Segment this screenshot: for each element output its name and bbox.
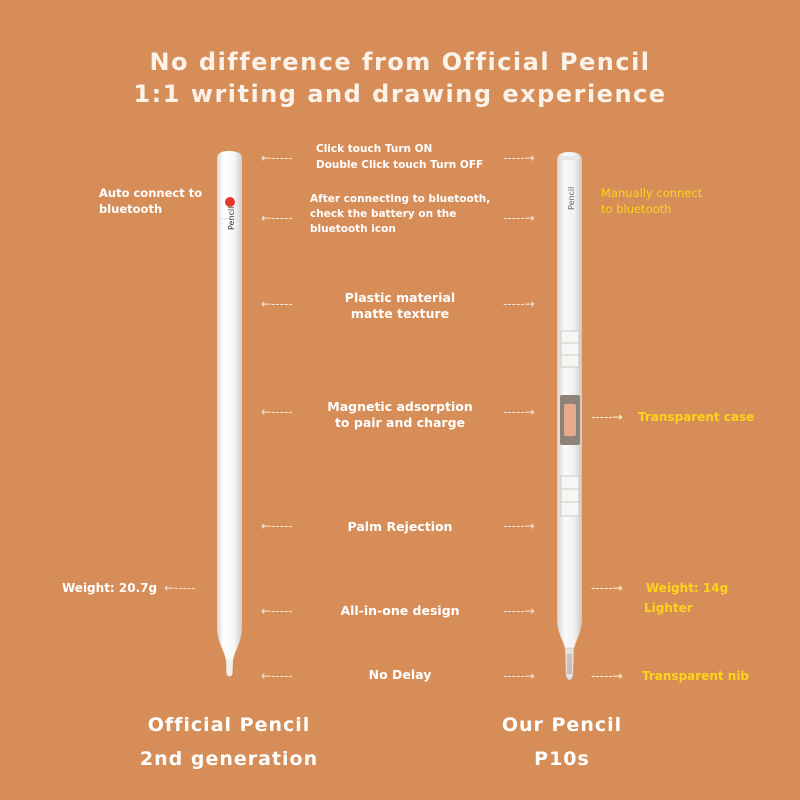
- feature-touch-power-line-2: Double Click touch Turn OFF: [316, 159, 484, 171]
- headline-line-2: 1:1 writing and drawing experience: [133, 80, 667, 108]
- feature-touch-power-line-1: Click touch Turn ON: [316, 143, 433, 155]
- our-weight-label: Weight: 14g: [646, 581, 729, 595]
- arrow-right-icon: -----→: [503, 297, 535, 311]
- arrow-right-icon: -----→: [591, 669, 623, 683]
- feature-touch-power: [316, 141, 516, 173]
- arrow-right-icon: -----→: [503, 151, 535, 165]
- manual-connect-line-2: to bluetooth: [601, 202, 672, 216]
- arrow-right-icon: -----→: [503, 211, 535, 225]
- feature-magnetic-line-2: to pair and charge: [334, 415, 466, 430]
- feature-palm-line-1: Palm Rejection: [347, 519, 453, 534]
- arrow-left-icon: ←-----: [164, 581, 196, 595]
- feature-all-in-one: [300, 603, 500, 619]
- feature-material-line-1: Plastic material: [344, 290, 456, 305]
- official-weight-label: Weight: 20.7g: [62, 581, 158, 595]
- auto-connect-label: [99, 185, 202, 217]
- feature-no-delay: [300, 667, 500, 683]
- arrow-right-icon: -----→: [503, 669, 535, 683]
- feature-material-line-2: matte texture: [350, 306, 450, 321]
- auto-connect-line-2: bluetooth: [99, 202, 163, 216]
- feature-palm-rejection: [300, 519, 500, 535]
- our-pencil-image: [547, 148, 597, 688]
- arrow-right-icon: -----→: [591, 581, 623, 595]
- arrow-left-icon: ←-----: [261, 669, 293, 683]
- feature-no-delay-line-1: No Delay: [368, 667, 432, 682]
- official-pencil-brand-text: Pencil: [227, 206, 236, 230]
- arrow-right-icon: -----→: [503, 405, 535, 419]
- manual-connect-line-1: Manually connect: [601, 186, 703, 200]
- arrow-left-icon: ←-----: [261, 151, 293, 165]
- arrow-right-icon: -----→: [503, 604, 535, 618]
- feature-battery-line-3: bluetooth icon: [310, 223, 396, 235]
- arrow-left-icon: ←-----: [261, 604, 293, 618]
- our-pencil-footer: [442, 714, 682, 770]
- our-pencil-brand-text: Pencil: [567, 186, 576, 210]
- arrow-right-icon: -----→: [591, 410, 623, 424]
- feature-magnetic: [300, 399, 500, 431]
- feature-magnetic-line-1: Magnetic adsorption: [327, 399, 473, 414]
- auto-connect-line-1: Auto connect to: [99, 186, 203, 200]
- official-pencil-footer: [109, 714, 349, 770]
- arrow-left-icon: ←-----: [261, 211, 293, 225]
- official-pencil-name: Official Pencil: [147, 714, 311, 736]
- lighter-label: Lighter: [644, 601, 693, 615]
- feature-battery-check: [310, 192, 510, 237]
- feature-battery-line-2: check the battery on the: [310, 208, 457, 220]
- arrow-left-icon: ←-----: [261, 405, 293, 419]
- official-pencil-generation: 2nd generation: [139, 748, 319, 770]
- manual-connect-label: [601, 185, 702, 217]
- feature-battery-line-1: After connecting to bluetooth,: [310, 193, 491, 205]
- our-pencil-name: Our Pencil: [501, 714, 623, 736]
- headline-line-1: No difference from Official Pencil: [149, 48, 651, 76]
- arrow-left-icon: ←-----: [261, 297, 293, 311]
- transparent-nib-label: Transparent nib: [642, 669, 750, 683]
- feature-all-in-one-line-1: All-in-one design: [340, 603, 460, 618]
- transparent-case-label: Transparent case: [638, 410, 755, 424]
- our-pencil-model: P10s: [534, 748, 590, 770]
- feature-material: [300, 290, 500, 322]
- arrow-left-icon: ←-----: [261, 519, 293, 533]
- arrow-right-icon: -----→: [503, 519, 535, 533]
